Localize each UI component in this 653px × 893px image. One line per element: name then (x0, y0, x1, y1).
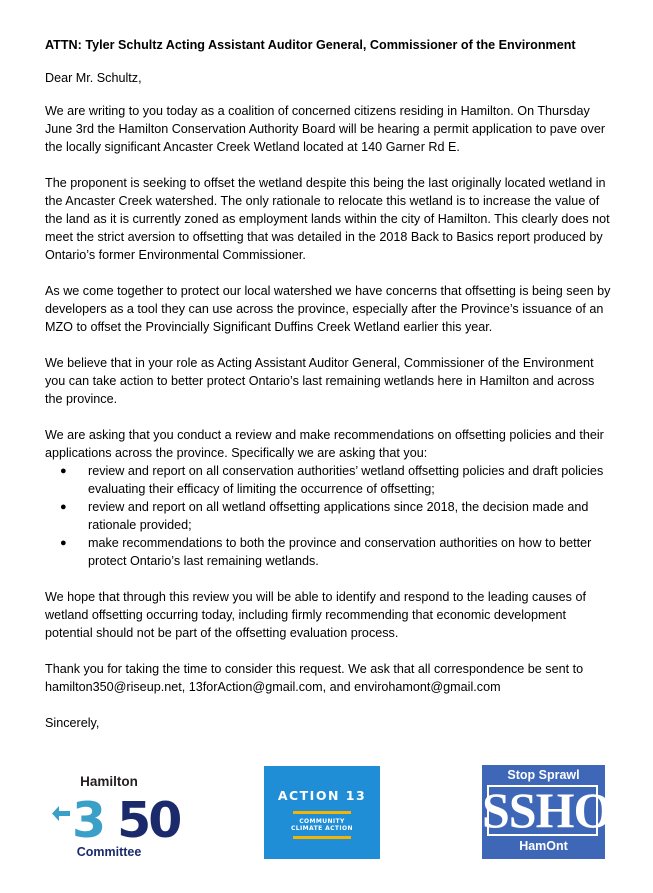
bullet-icon: ● (60, 501, 67, 513)
ssho-logo (482, 765, 612, 859)
hamilton-350-number: 3 50 (72, 792, 180, 849)
action-13-logo (264, 766, 380, 859)
ssho-wordmark: SSHO (482, 782, 612, 838)
letter-body (45, 36, 615, 732)
request-list (45, 462, 615, 570)
list-item-text: review and report on all wetland offsetting applications since 2018, the decision made and rationale provided; (88, 500, 589, 532)
bullet-icon: ● (60, 465, 67, 477)
list-item-text: make recommendations to both the province and conservation authorities on how to better protect Ontario’s last remaining wetlands. (88, 536, 592, 568)
hamilton-350-logo (52, 773, 180, 861)
ssho-top-text: Stop Sprawl (507, 768, 580, 782)
paragraph-role: We believe that in your role as Acting Assistant Auditor General, Commissioner of the Environment you can take action to better protect Ontario’s last remaining wetlands here in Hamilton and across the province. (45, 356, 595, 406)
paragraph-hope: We hope that through this review you will be able to identify and respond to the leading causes of wetland offsetting occurring today, including firmly recommending that economic development potential should not be part of the offsetting evaluation process. (45, 590, 586, 640)
closing: Sincerely, (45, 716, 100, 730)
paragraph-intro: We are writing to you today as a coalition of concerned citizens residing in Hamilton. On Thursday June 3rd the Hamilton Conservation Authority Board will be hearing a permit application to pave over the locally significant Ancaster Creek Wetland located at 140 Garner Rd E. (45, 104, 606, 154)
arrow-icon (52, 806, 70, 821)
attention-line: ATTN: Tyler Schultz Acting Assistant Auditor General, Commissioner of the Environment (45, 38, 576, 52)
list-item-text: review and report on all conservation authorities’ wetland offsetting policies and draft policies evaluating their efficacy of limiting the occurrence of offsetting; (88, 464, 604, 496)
hamilton-350-bottom-text: Committee (76, 845, 142, 859)
hamilton-350-top-text: Hamilton (80, 774, 138, 789)
list-item (45, 462, 615, 498)
ssho-bottom-text: HamOnt (519, 839, 568, 853)
paragraph-proponent: The proponent is seeking to offset the wetland despite this being the last originally located wetland in the Ancaster Creek watershed. The only rationale to relocate this wetland is to increase the value of the land as it is currently zoned as employment lands within the city of Hamilton. This clearly does not meet the strict aversion to offsetting that was detailed in the 2018 Back to Basics report produced by Ontario’s former Environmental Commissioner. (45, 176, 610, 262)
signatory-logos (0, 765, 653, 861)
paragraph-thanks: Thank you for taking the time to consider this request. We ask that all correspondence be sent to hamilton350@riseup.net, 13forAction@gmail.com, and envirohamont@gmail.com (45, 662, 584, 694)
salutation: Dear Mr. Schultz, (45, 71, 142, 85)
paragraph-request: We are asking that you conduct a review and make recommendations on offsetting policies and their applications across the province. Specifically we are asking that you: (45, 428, 604, 460)
list-item (45, 498, 615, 534)
list-item (45, 534, 615, 570)
bullet-icon: ● (60, 537, 67, 549)
accent-bar-bottom (293, 836, 351, 839)
action-13-subtitle: COMMUNITY CLIMATE ACTION (291, 818, 353, 832)
action-13-title: ACTION 13 (277, 788, 367, 803)
paragraph-concerns: As we come together to protect our local watershed we have concerns that offsetting is being seen by developers as a tool they can use across the province, especially after the Province’s issuance of an MZO to offset the Provincially Significant Duffins Creek Wetland earlier this year. (45, 284, 611, 334)
accent-bar-top (293, 811, 351, 814)
